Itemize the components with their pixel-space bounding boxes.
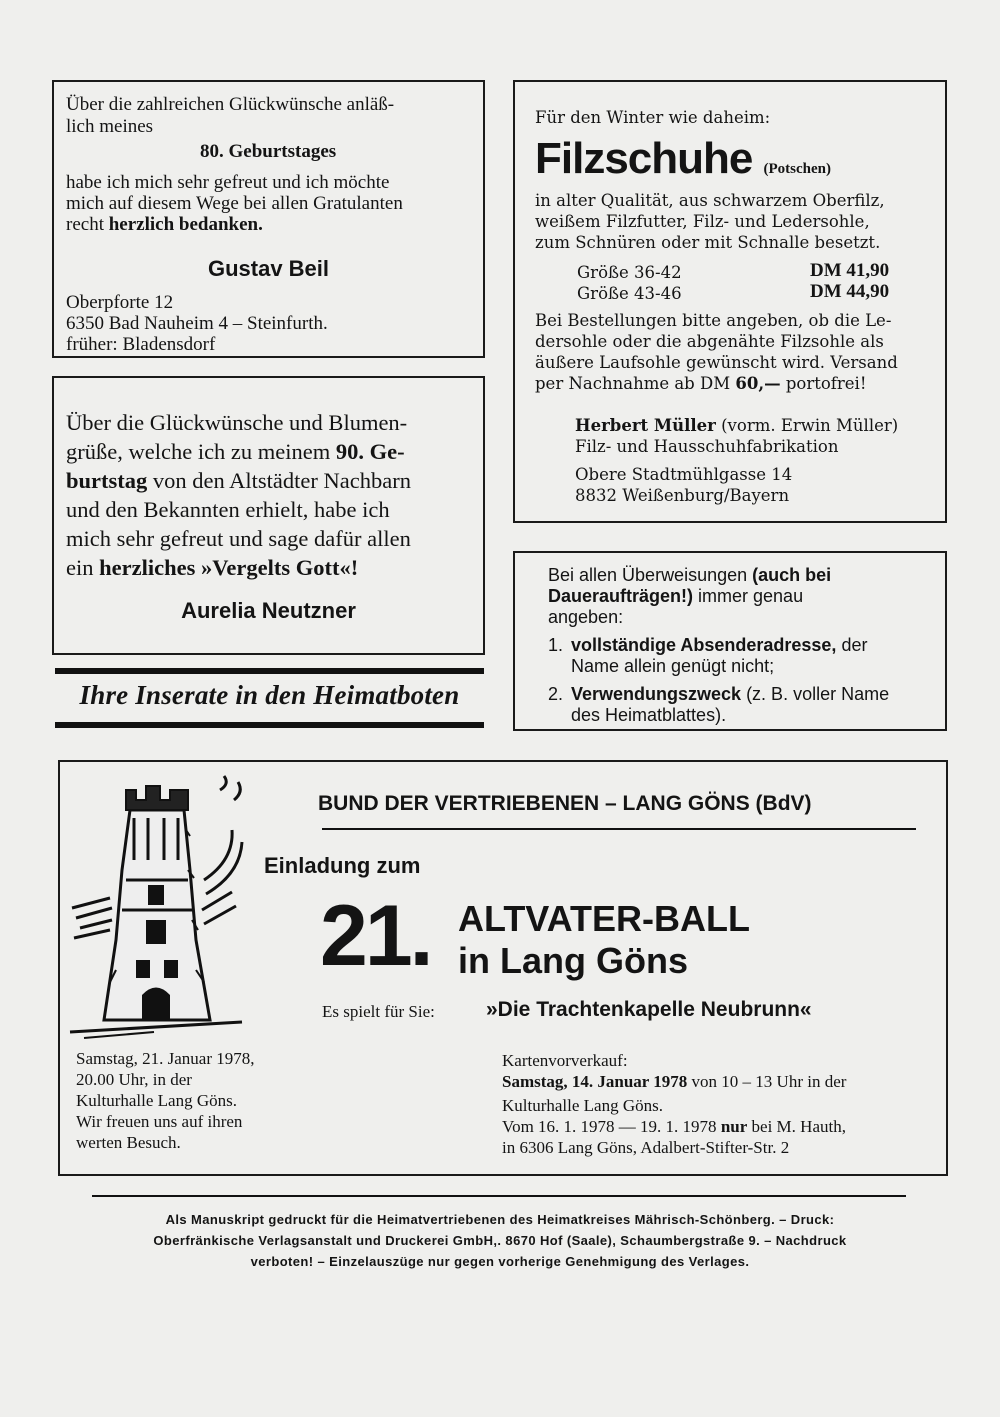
filz-min-amount: 60,—	[735, 374, 781, 393]
inserate-banner-text: Ihre Inserate in den Heimatboten	[79, 680, 460, 710]
transfer-item-1	[571, 635, 867, 655]
thanks-notice-gustav-beil	[52, 80, 485, 358]
transfer-line-2b: immer genau	[693, 586, 804, 606]
filz-order-line-4a: per Nachnahme ab DM	[535, 374, 736, 393]
aurelia-text-line-3b: von den Altstädter Nachbarn	[147, 468, 411, 493]
filz-desc-line-2: weißem Filzfutter, Filz- und Ledersohle,	[535, 212, 870, 231]
aurelia-age-bold: 90. Ge-	[335, 439, 405, 464]
transfer-item-1-num: 1.	[548, 635, 564, 655]
event-presale-line-2: Kulturhalle Lang Göns.	[502, 1096, 663, 1115]
aurelia-text-line-2	[66, 437, 405, 466]
filz-order-line-1: Bei Bestellungen bitte angeben, ob die Le-	[535, 311, 892, 330]
filz-order-line-4c: portofrei!	[780, 374, 867, 393]
footer-rule	[92, 1195, 906, 1197]
banner-bottom-rule	[55, 722, 484, 728]
event-date-line-4: Wir freuen uns auf ihren	[76, 1112, 243, 1131]
event-presale-line-4: in 6306 Lang Göns, Adalbert-Stifter-Str. 2	[502, 1138, 790, 1157]
gustav-signature: Gustav Beil	[207, 256, 330, 281]
event-presale-line-3a: Vom 16. 1. 1978 — 19. 1. 1978	[502, 1117, 721, 1136]
filz-headline	[535, 134, 831, 184]
aurelia-text-line-2a: grüße, welche ich zu meinem	[66, 439, 336, 464]
filz-order-line-4	[535, 373, 866, 394]
gustav-occasion: 80. Geburtstages	[200, 141, 337, 162]
gustav-address-city: 6350 Bad Nauheim 4 – Steinfurth.	[66, 313, 328, 334]
transfer-item-2-num: 2.	[548, 684, 564, 704]
aurelia-text-line-5: mich sehr gefreut und sage dafür allen	[66, 526, 411, 551]
transfer-item-1a: vollständige Absenderadresse,	[571, 635, 837, 655]
aurelia-text-line-4: und den Bekannten erhielt, habe ich	[66, 497, 390, 522]
event-altvater-ball	[58, 760, 948, 1176]
transfer-item-2	[571, 684, 889, 704]
event-presale-line-3c: bei M. Hauth,	[747, 1117, 846, 1136]
gustav-text-line-3: habe ich mich sehr gefreut und ich möchte	[66, 172, 390, 193]
gustav-thanks-bold: herzlich bedanken.	[108, 214, 263, 235]
transfer-item-1-cont: Name allein genügt nicht;	[571, 656, 775, 676]
event-org-rule	[322, 828, 916, 830]
aurelia-signature: Aurelia Neutzner	[181, 598, 356, 623]
event-date-line-2: 20.00 Uhr, in der	[76, 1070, 192, 1089]
filz-subtitle: (Potschen)	[763, 161, 831, 177]
filz-intro: Für den Winter wie daheim:	[535, 108, 771, 127]
transfer-item-2b: (z. B. voller Name	[741, 684, 890, 704]
filz-title: Filzschuhe	[535, 134, 753, 183]
event-date-block	[76, 1048, 254, 1153]
transfer-line-3: angeben:	[548, 607, 624, 627]
filz-desc-line-1: in alter Qualität, aus schwarzem Oberfilz,	[535, 191, 885, 210]
event-presale-only: nur	[720, 1117, 748, 1136]
filz-city: 8832 Weißenburg/Bayern	[575, 486, 790, 505]
notice-transfers	[513, 551, 947, 731]
aurelia-birthday-bold: burtstag	[66, 468, 148, 493]
aurelia-text-line-6	[66, 553, 358, 582]
filz-desc-line-3: zum Schnüren oder mit Schnalle besetzt.	[535, 233, 881, 252]
aurelia-text-line-6a: ein	[66, 555, 100, 580]
filz-company-line	[575, 415, 898, 436]
filz-price-2: DM 44,90	[810, 281, 890, 302]
transfer-line-2	[548, 586, 803, 606]
ad-filzschuhe	[513, 80, 947, 523]
tower-illustration-icon	[64, 770, 254, 1045]
thanks-notice-aurelia-neutzner	[52, 376, 485, 655]
event-number: 21.	[320, 888, 431, 984]
gustav-text-line-5a: recht	[66, 214, 109, 235]
event-date-line-5: werten Besuch.	[76, 1133, 181, 1152]
footer-line-1: Als Manuskript gedruckt für die Heimatvertriebenen des Heimatkreises Mährisch-Schönberg. – Druck:	[165, 1212, 835, 1227]
banner-top-rule	[55, 668, 484, 674]
filz-order-line-2: dersohle oder die abgenähte Filzsohle als	[535, 332, 884, 351]
event-band: »Die Trachtenkapelle Neubrunn«	[486, 998, 812, 1021]
filz-street: Obere Stadtmühlgasse 14	[575, 465, 793, 484]
filz-size-1: Größe 36-42	[577, 263, 682, 282]
filz-price-1: DM 41,90	[810, 260, 890, 281]
gustav-text-line-2: lich meines	[66, 116, 154, 137]
footer-line-3: verboten! – Einzelauszüge nur gegen vorherige Genehmigung des Verlages.	[250, 1254, 750, 1269]
transfer-item-1b: der	[836, 635, 868, 655]
event-music-label: Es spielt für Sie:	[322, 1002, 435, 1021]
footer-line-2: Oberfränkische Verlagsanstalt und Druckerei GmbH,. 8670 Hof (Saale), Schaumbergstraße 9. – Nachdruck	[153, 1233, 847, 1248]
filz-company-type: Filz- und Hausschuhfabrikation	[575, 437, 839, 456]
event-organizer: BUND DER VERTRIEBENEN – LANG GÖNS (BdV)	[318, 792, 812, 815]
aurelia-vergelts-gott: herzliches »Vergelts Gott«!	[99, 555, 359, 580]
event-presale-line-3	[502, 1116, 846, 1137]
gustav-text-line-1: Über die zahlreichen Glückwünsche anläß-	[66, 94, 395, 115]
filz-size-2: Größe 43-46	[577, 284, 682, 303]
event-date-line-1: Samstag, 21. Januar 1978,	[76, 1049, 255, 1068]
transfer-line-1b: (auch bei	[752, 565, 832, 585]
transfer-line-2a: Daueraufträgen!)	[548, 586, 694, 606]
filz-order-line-3: äußere Laufsohle gewünscht wird. Versand	[535, 353, 898, 372]
filz-company-former: (vorm. Erwin Müller)	[715, 416, 899, 435]
gustav-address-former: früher: Bladensdorf	[66, 334, 216, 355]
gustav-address-street: Oberpforte 12	[66, 292, 174, 313]
event-presale-date: Samstag, 14. Januar 1978	[502, 1072, 688, 1091]
event-presale-time: von 10 – 13 Uhr in der	[687, 1072, 847, 1091]
event-invite: Einladung zum	[264, 853, 421, 878]
transfer-item-2a: Verwendungszweck	[571, 684, 742, 704]
event-presale-label: Kartenvorverkauf:	[502, 1051, 628, 1070]
aurelia-text-line-3	[66, 466, 411, 495]
gustav-text-line-4: mich auf diesem Wege bei allen Gratulanten	[66, 193, 403, 214]
event-title-1: ALTVATER-BALL	[458, 898, 750, 939]
event-presale-line-1	[502, 1071, 846, 1092]
event-date-line-3: Kulturhalle Lang Göns.	[76, 1091, 237, 1110]
gustav-text-line-5	[66, 214, 263, 235]
transfer-line-1a: Bei allen Überweisungen	[548, 565, 753, 585]
event-presale-block	[502, 1050, 846, 1158]
transfer-item-2-cont: des Heimatblattes).	[571, 705, 727, 725]
aurelia-text-line-1: Über die Glückwünsche und Blumen-	[66, 410, 408, 435]
filz-company-name: Herbert Müller	[575, 416, 716, 435]
event-title-2: in Lang Göns	[458, 940, 688, 981]
transfer-line-1	[548, 565, 831, 585]
